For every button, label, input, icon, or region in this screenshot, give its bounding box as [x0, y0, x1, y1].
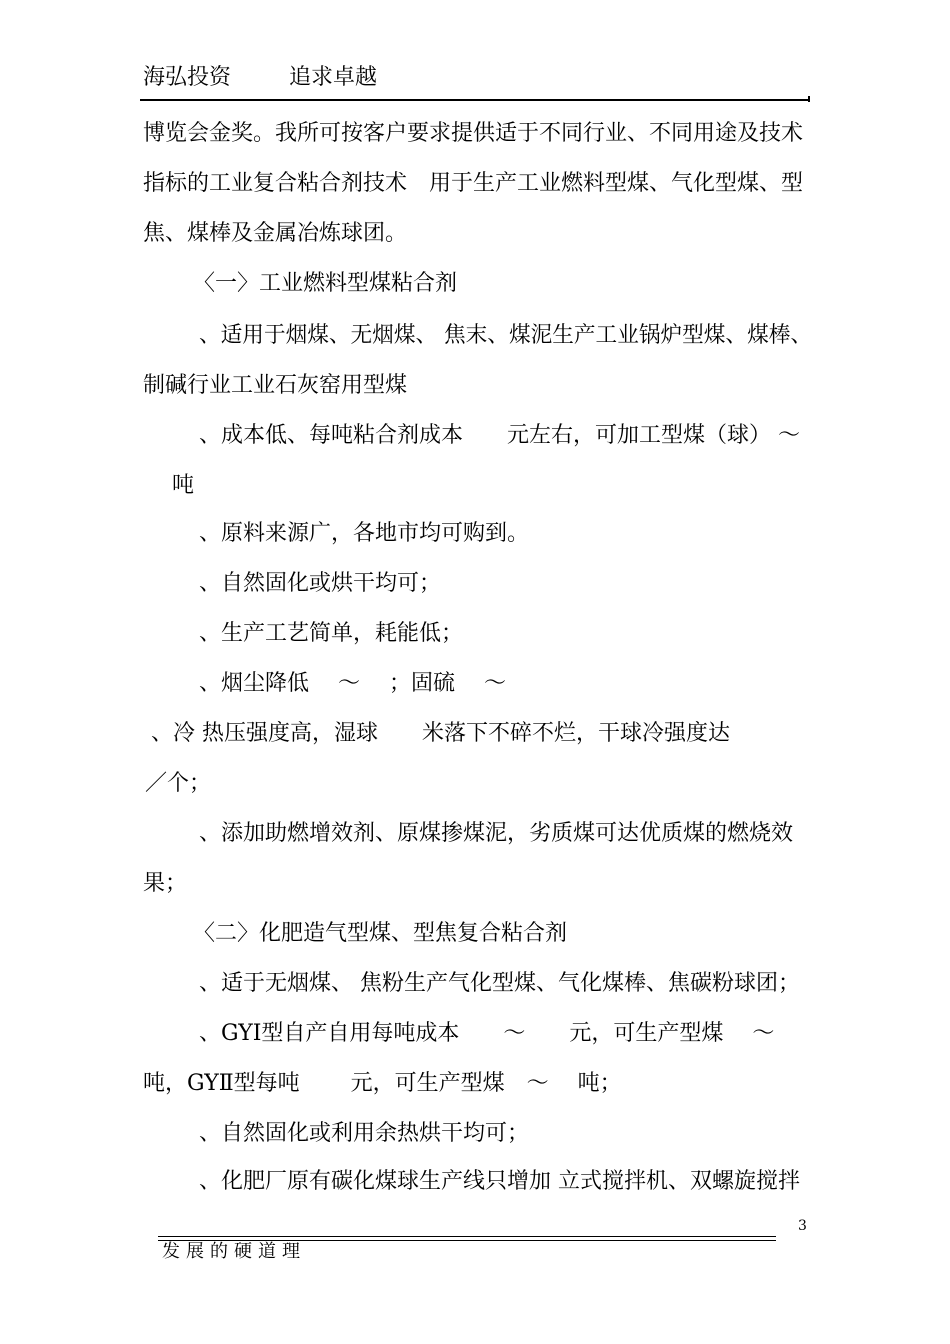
body-line: 、成本低、每吨粘合剂成本 元左右，可加工型煤（球） ～: [199, 423, 800, 448]
body-line: ／个；: [145, 771, 212, 796]
header-rule: [140, 99, 810, 101]
body-line: 、GYⅠ型自产自用每吨成本 ～ 元，可生产型煤 ～: [199, 1021, 775, 1046]
body-line: 、烟尘降低 ～ ；固硫 ～: [199, 671, 506, 696]
header-rule-tick: [808, 96, 810, 102]
body-line: 果；: [143, 871, 188, 896]
header-company: 海弘投资: [143, 65, 232, 90]
header-slogan: 追求卓越: [289, 65, 378, 90]
body-line: 吨: [172, 473, 195, 498]
body-line: 、自然固化或利用余热烘干均可；: [199, 1121, 530, 1146]
body-line: 焦、煤棒及金属冶炼球团。: [143, 221, 408, 246]
page-number: 3: [798, 1218, 807, 1234]
footer-rule: [158, 1236, 776, 1237]
body-line: 、自然固化或烘干均可；: [199, 571, 442, 596]
body-line: 、生产工艺简单，耗能低；: [199, 621, 464, 646]
body-line: 、添加助燃增效剂、原煤掺煤泥，劣质煤可达优质煤的燃烧效: [199, 821, 794, 846]
body-line: 、原料来源广，各地市均可购到。: [199, 521, 530, 546]
body-line: 博览会金奖。我所可按客户要求提供适于不同行业、不同用途及技术: [143, 121, 804, 146]
body-line: 制碱行业工业石灰窑用型煤: [143, 373, 408, 398]
body-line: 、化肥厂原有碳化煤球生产线只增加 立式搅拌机、双螺旋搅拌: [199, 1169, 800, 1194]
footer-motto: 发展的硬道理: [162, 1241, 306, 1262]
body-line: 指标的工业复合粘合剂技术 用于生产工业燃料型煤、气化型煤、型: [143, 171, 804, 196]
body-line: 、冷 热压强度高，湿球 米落下不碎不烂，干球冷强度达: [151, 721, 730, 746]
body-line: 、适于无烟煤、 焦粉生产气化型煤、气化煤棒、焦碳粉球团；: [199, 971, 800, 996]
section-heading: 〈二〉化肥造气型煤、型焦复合粘合剂: [193, 921, 568, 946]
body-line: 吨，GYⅡ型每吨 元，可生产型煤 ～ 吨；: [143, 1071, 622, 1096]
section-heading: 〈一〉工业燃料型煤粘合剂: [193, 271, 458, 296]
body-line: 、适用于烟煤、无烟煤、 焦末、煤泥生产工业锅炉型煤、煤棒、: [199, 323, 813, 348]
